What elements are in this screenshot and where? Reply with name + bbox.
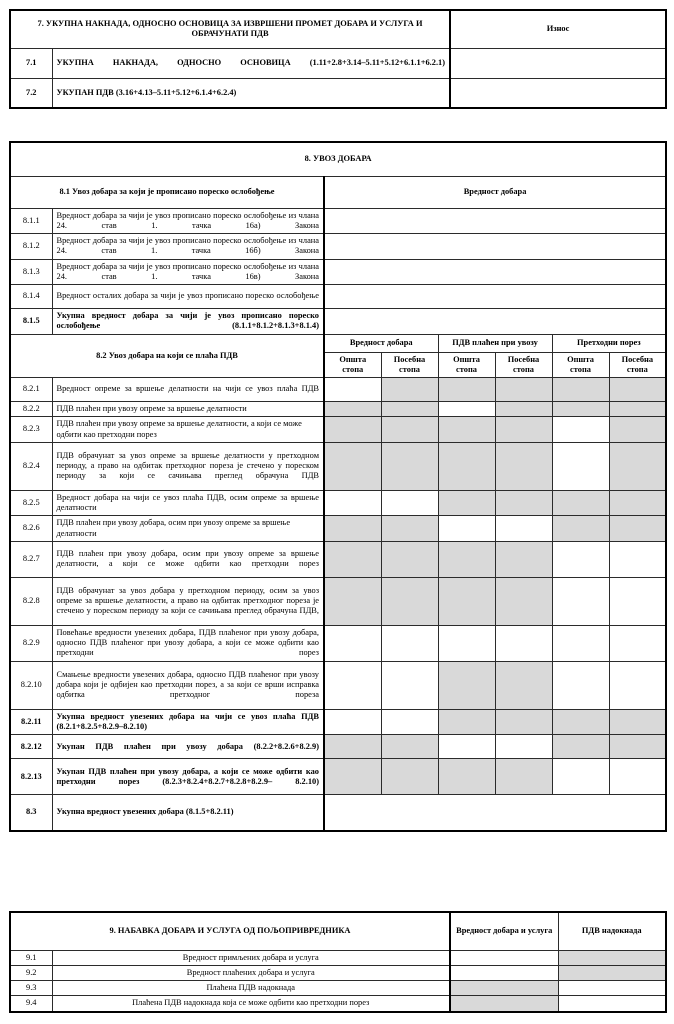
cell-8-2-12-c3[interactable] [495, 735, 552, 759]
section-8-1-title: 8.1 Увоз добара за који је прописано пореско ослобођење [10, 176, 324, 208]
cell-8-2-4-c3 [495, 442, 552, 490]
cell-8-2-5-c3 [495, 490, 552, 516]
section-8-title: 8. УВОЗ ДОБАРА [10, 142, 666, 176]
row-label-9-1: Вредност примљених добара и услуга [52, 950, 450, 965]
cell-9-2-c0[interactable] [450, 965, 558, 980]
table-row [10, 490, 666, 516]
table-row [10, 78, 666, 108]
cell-8-2-12-c2[interactable] [438, 735, 495, 759]
cell-9-3-c1[interactable] [558, 981, 666, 996]
row-number-8-2-3: 8.2.3 [10, 417, 52, 443]
cell-8-2-2-c0 [324, 402, 381, 417]
cell-8-2-4-c1 [381, 442, 438, 490]
row-number-7-1: 7.1 [10, 48, 52, 78]
row-label-8-2-2: ПДВ плаћен при увозу опреме за вршење делатности [52, 402, 324, 417]
row-label-8-2-5: Вредност добара на чији се увоз плаћа ПДВ, осим опреме за вршење делатности [52, 490, 324, 516]
table-row [10, 259, 666, 285]
row-value-8-1-1[interactable] [324, 208, 666, 234]
cell-8-2-13-c0 [324, 759, 381, 795]
group-header-value-of-goods: Вредност добара [324, 334, 438, 352]
section-8-2-header-row [10, 334, 666, 352]
cell-8-2-3-c3 [495, 417, 552, 443]
section-7-table [9, 9, 667, 109]
cell-8-2-3-c2 [438, 417, 495, 443]
cell-8-2-10-c3 [495, 661, 552, 709]
table-row [10, 541, 666, 577]
table-row [10, 309, 666, 335]
section-7-amount-header: Износ [450, 10, 666, 48]
cell-8-2-10-c5[interactable] [609, 661, 666, 709]
cell-8-2-5-c1[interactable] [381, 490, 438, 516]
cell-8-2-11-c2 [438, 709, 495, 735]
cell-8-2-6-c5 [609, 516, 666, 542]
section-8-header-row [10, 142, 666, 176]
cell-8-2-9-c3[interactable] [495, 625, 552, 661]
group-header-vat-paid-on-import: ПДВ плаћен при увозу [438, 334, 552, 352]
table-row [10, 709, 666, 735]
section-9-col-header-value: Вредност добара и услуга [450, 912, 558, 950]
row-label-7-2: УКУПАН ПДВ (3.16+4.13–5.11+5.12+6.1.4+6.2.4) [52, 78, 450, 108]
cell-8-2-10-c0[interactable] [324, 661, 381, 709]
table-row [10, 965, 666, 980]
row-label-8-2-12: Укупан ПДВ плаћен при увозу добара (8.2.2+8.2.6+8.2.9) [52, 735, 324, 759]
row-label-8-1-3: Вредност добара за чији је увоз прописано пореско ослобођење из члана 24. став 1. тачка 16в) Закона [52, 259, 324, 285]
section-7-title: 7. УКУПНА НАКНАДА, ОДНОСНО ОСНОВИЦА ЗА ИЗВРШЕНИ ПРОМЕТ ДОБАРА И УСЛУГА И ОБРАЧУНАТИ ПДВ [10, 10, 450, 48]
cell-8-2-2-c5 [609, 402, 666, 417]
cell-8-2-5-c4 [552, 490, 609, 516]
row-number-8-2-5: 8.2.5 [10, 490, 52, 516]
cell-8-2-3-c1 [381, 417, 438, 443]
row-value-8-1-5[interactable] [324, 309, 666, 335]
cell-8-2-9-c5[interactable] [609, 625, 666, 661]
row-number-9-4: 9.4 [10, 996, 52, 1012]
cell-9-1-c0[interactable] [450, 950, 558, 965]
cell-8-2-1-c1 [381, 378, 438, 402]
cell-8-2-7-c0 [324, 541, 381, 577]
table-row [10, 981, 666, 996]
cell-9-1-c1 [558, 950, 666, 965]
cell-8-2-2-c4 [552, 402, 609, 417]
row-label-8-2-7: ПДВ плаћен при увозу добара, осим при увозу опреме за вршење делатности, а који се може одбити као претходни порез [52, 541, 324, 577]
row-label-8-2-10: Смањење вредности увезених добара, односно ПДВ плаћеног при увозу добара који је одбијен као претходни порез, а за који се врши исправка одбитка претходног пореза [52, 661, 324, 709]
section-8-table [9, 141, 667, 832]
cell-8-2-5-c2 [438, 490, 495, 516]
row-number-8-2-6: 8.2.6 [10, 516, 52, 542]
row-number-9-2: 9.2 [10, 965, 52, 980]
row-number-8-2-2: 8.2.2 [10, 402, 52, 417]
cell-8-2-11-c1[interactable] [381, 709, 438, 735]
table-row [10, 950, 666, 965]
cell-8-2-13-c3 [495, 759, 552, 795]
row-number-8-2-1: 8.2.1 [10, 378, 52, 402]
cell-8-2-6-c4 [552, 516, 609, 542]
row-number-8-1-1: 8.1.1 [10, 208, 52, 234]
cell-8-2-8-c5[interactable] [609, 577, 666, 625]
cell-8-2-9-c4[interactable] [552, 625, 609, 661]
rate-header-general-2: Општа стопа [438, 352, 495, 378]
cell-8-2-7-c4[interactable] [552, 541, 609, 577]
cell-8-2-1-c4 [552, 378, 609, 402]
row-number-7-2: 7.2 [10, 78, 52, 108]
row-value-7-2[interactable] [450, 78, 666, 108]
row-label-8-2-9: Повећање вредности увезених добара, ПДВ плаћеног при увозу добара, односно ПДВ плаћеног при увозу добара, а који се може одбити као претходни порез [52, 625, 324, 661]
cell-8-2-6-c0 [324, 516, 381, 542]
cell-8-2-4-c5 [609, 442, 666, 490]
cell-8-2-11-c4 [552, 709, 609, 735]
cell-9-4-c0 [450, 996, 558, 1012]
row-value-8-1-3[interactable] [324, 259, 666, 285]
row-number-8-2-9: 8.2.9 [10, 625, 52, 661]
cell-8-2-10-c4[interactable] [552, 661, 609, 709]
section-9-container [9, 911, 667, 1013]
table-row [10, 516, 666, 542]
row-label-8-1-2: Вредност добара за чији је увоз прописано пореско ослобођење из члана 24. став 1. тачка 16б) Закона [52, 234, 324, 260]
cell-8-2-7-c3 [495, 541, 552, 577]
cell-8-2-11-c0[interactable] [324, 709, 381, 735]
cell-8-2-4-c0 [324, 442, 381, 490]
table-row [10, 625, 666, 661]
cell-9-3-c0 [450, 981, 558, 996]
section-8-1-header-row [10, 176, 666, 208]
section-9-col-header-vat: ПДВ надокнада [558, 912, 666, 950]
table-row [10, 996, 666, 1012]
row-value-8-3[interactable] [324, 795, 666, 831]
section-7-container [9, 9, 667, 109]
cell-8-2-8-c2 [438, 577, 495, 625]
section-7-header-row [10, 10, 666, 48]
cell-8-2-8-c1 [381, 577, 438, 625]
cell-8-2-8-c3 [495, 577, 552, 625]
cell-8-2-4-c2 [438, 442, 495, 490]
cell-8-2-7-c5[interactable] [609, 541, 666, 577]
row-number-8-1-3: 8.1.3 [10, 259, 52, 285]
row-number-8-2-7: 8.2.7 [10, 541, 52, 577]
rate-header-general-3: Општа стопа [552, 352, 609, 378]
row-number-8-2-11: 8.2.11 [10, 709, 52, 735]
cell-8-2-10-c1[interactable] [381, 661, 438, 709]
row-label-8-2-6: ПДВ плаћен при увозу добара, осим при увозу опреме за вршење делатности [52, 516, 324, 542]
cell-8-2-1-c5 [609, 378, 666, 402]
row-number-8-2-12: 8.2.12 [10, 735, 52, 759]
row-label-8-2-13: Укупан ПДВ плаћен при увозу добара, а који се може одбити као претходни порез (8.2.3+8.2.4+8.2.7+8.2.8+8.2.9– 8.2.10) [52, 759, 324, 795]
section-8-container [9, 141, 667, 832]
table-row [10, 661, 666, 709]
cell-8-2-2-c3 [495, 402, 552, 417]
row-label-8-2-3: ПДВ плаћен при увозу опреме за вршење делатности, а који се може одбити као претходни порез [52, 417, 324, 443]
table-row [10, 378, 666, 402]
cell-8-2-13-c5[interactable] [609, 759, 666, 795]
cell-8-2-6-c1 [381, 516, 438, 542]
group-header-input-tax: Претходни порез [552, 334, 666, 352]
table-row [10, 759, 666, 795]
row-label-9-4: Плаћена ПДВ надокнада која се може одбити као претходни порез [52, 996, 450, 1012]
section-8-1-value-header: Вредност добара [324, 176, 666, 208]
section-9-title: 9. НАБАВКА ДОБАРА И УСЛУГА ОД ПОЉОПРИВРЕДНИКА [10, 912, 450, 950]
table-row [10, 417, 666, 443]
cell-8-2-9-c0[interactable] [324, 625, 381, 661]
table-row [10, 735, 666, 759]
table-row [10, 402, 666, 417]
cell-8-2-1-c0[interactable] [324, 378, 381, 402]
row-number-8-2-13: 8.2.13 [10, 759, 52, 795]
cell-8-2-9-c1[interactable] [381, 625, 438, 661]
cell-8-2-1-c2 [438, 378, 495, 402]
cell-8-2-8-c0 [324, 577, 381, 625]
cell-8-2-9-c2[interactable] [438, 625, 495, 661]
cell-8-2-12-c4 [552, 735, 609, 759]
cell-8-2-4-c4[interactable] [552, 442, 609, 490]
cell-8-2-10-c2 [438, 661, 495, 709]
cell-8-2-13-c1 [381, 759, 438, 795]
cell-8-2-3-c0 [324, 417, 381, 443]
row-value-7-1[interactable] [450, 48, 666, 78]
cell-8-2-3-c5 [609, 417, 666, 443]
cell-8-2-7-c1 [381, 541, 438, 577]
row-label-8-2-4: ПДВ обрачунат за увоз опреме за вршење делатности у претходном периоду, а право на одбитак претходног пореза је стечено у пореском периоду за који се сачињава преглед обрачуна ПДВ [52, 442, 324, 490]
cell-8-2-13-c2 [438, 759, 495, 795]
row-label-8-2-11: Укупна вредност увезених добара на чији се увоз плаћа ПДВ (8.2.1+8.2.5+8.2.9–8.2.10) [52, 709, 324, 735]
cell-8-2-12-c5 [609, 735, 666, 759]
table-row [10, 208, 666, 234]
row-label-7-1: УКУПНА НАКНАДА, ОДНОСНО ОСНОВИЦА (1.11+2.8+3.14–5.11+5.12+6.1.1+6.2.1) [52, 48, 450, 78]
row-value-8-1-2[interactable] [324, 234, 666, 260]
rate-header-general-1: Општа стопа [324, 352, 381, 378]
row-label-8-1-4: Вредност осталих добара за чији је увоз прописано пореско ослобођење [52, 285, 324, 309]
row-number-8-1-4: 8.1.4 [10, 285, 52, 309]
cell-8-2-2-c1 [381, 402, 438, 417]
rate-header-special-1: Посебна стопа [381, 352, 438, 378]
cell-8-2-5-c5 [609, 490, 666, 516]
section-9-header-row [10, 912, 666, 950]
cell-8-2-12-c1 [381, 735, 438, 759]
cell-8-2-7-c2 [438, 541, 495, 577]
row-label-8-1-1: Вредност добара за чији је увоз прописано пореско ослобођење из члана 24. став 1. тачка 16а) Закона [52, 208, 324, 234]
cell-8-2-2-c2[interactable] [438, 402, 495, 417]
cell-8-2-5-c0[interactable] [324, 490, 381, 516]
row-number-8-2-8: 8.2.8 [10, 577, 52, 625]
table-row [10, 795, 666, 831]
table-row [10, 285, 666, 309]
row-number-8-2-4: 8.2.4 [10, 442, 52, 490]
row-label-8-2-8: ПДВ обрачунат за увоз добара у претходном периоду, осим за увоз опреме за вршење делатности, а право на одбитак претходног пореза је стечено у пореском периоду за који се сачињава преглед обрачуна ПДВ, [52, 577, 324, 625]
row-number-9-1: 9.1 [10, 950, 52, 965]
row-number-8-1-5: 8.1.5 [10, 309, 52, 335]
row-label-9-3: Плаћена ПДВ надокнада [52, 981, 450, 996]
cell-8-2-11-c3 [495, 709, 552, 735]
table-row [10, 577, 666, 625]
cell-8-2-1-c3 [495, 378, 552, 402]
cell-8-2-12-c0 [324, 735, 381, 759]
cell-8-2-11-c5 [609, 709, 666, 735]
cell-9-4-c1[interactable] [558, 996, 666, 1012]
section-8-2-title: 8.2 Увоз добара на који се плаћа ПДВ [10, 334, 324, 378]
cell-8-2-3-c4[interactable] [552, 417, 609, 443]
row-label-8-2-1: Вредност опреме за вршење делатности на чији се увоз плаћа ПДВ [52, 378, 324, 402]
row-number-9-3: 9.3 [10, 981, 52, 996]
row-label-8-1-5: Укупна вредност добара за чији је увоз прописано пореско ослобођење (8.1.1+8.1.2+8.1.3+8.1.4) [52, 309, 324, 335]
cell-8-2-13-c4[interactable] [552, 759, 609, 795]
table-row [10, 48, 666, 78]
cell-8-2-6-c3[interactable] [495, 516, 552, 542]
rate-header-special-2: Посебна стопа [495, 352, 552, 378]
cell-9-2-c1 [558, 965, 666, 980]
row-value-8-1-4[interactable] [324, 285, 666, 309]
row-label-8-3: Укупна вредност увезених добара (8.1.5+8.2.11) [52, 795, 324, 831]
row-number-8-2-10: 8.2.10 [10, 661, 52, 709]
row-label-9-2: Вредност плаћених добара и услуга [52, 965, 450, 980]
rate-header-special-3: Посебна стопа [609, 352, 666, 378]
cell-8-2-6-c2[interactable] [438, 516, 495, 542]
cell-8-2-8-c4[interactable] [552, 577, 609, 625]
row-number-8-1-2: 8.1.2 [10, 234, 52, 260]
section-9-table [9, 911, 667, 1013]
table-row [10, 234, 666, 260]
table-row [10, 442, 666, 490]
row-number-8-3: 8.3 [10, 795, 52, 831]
